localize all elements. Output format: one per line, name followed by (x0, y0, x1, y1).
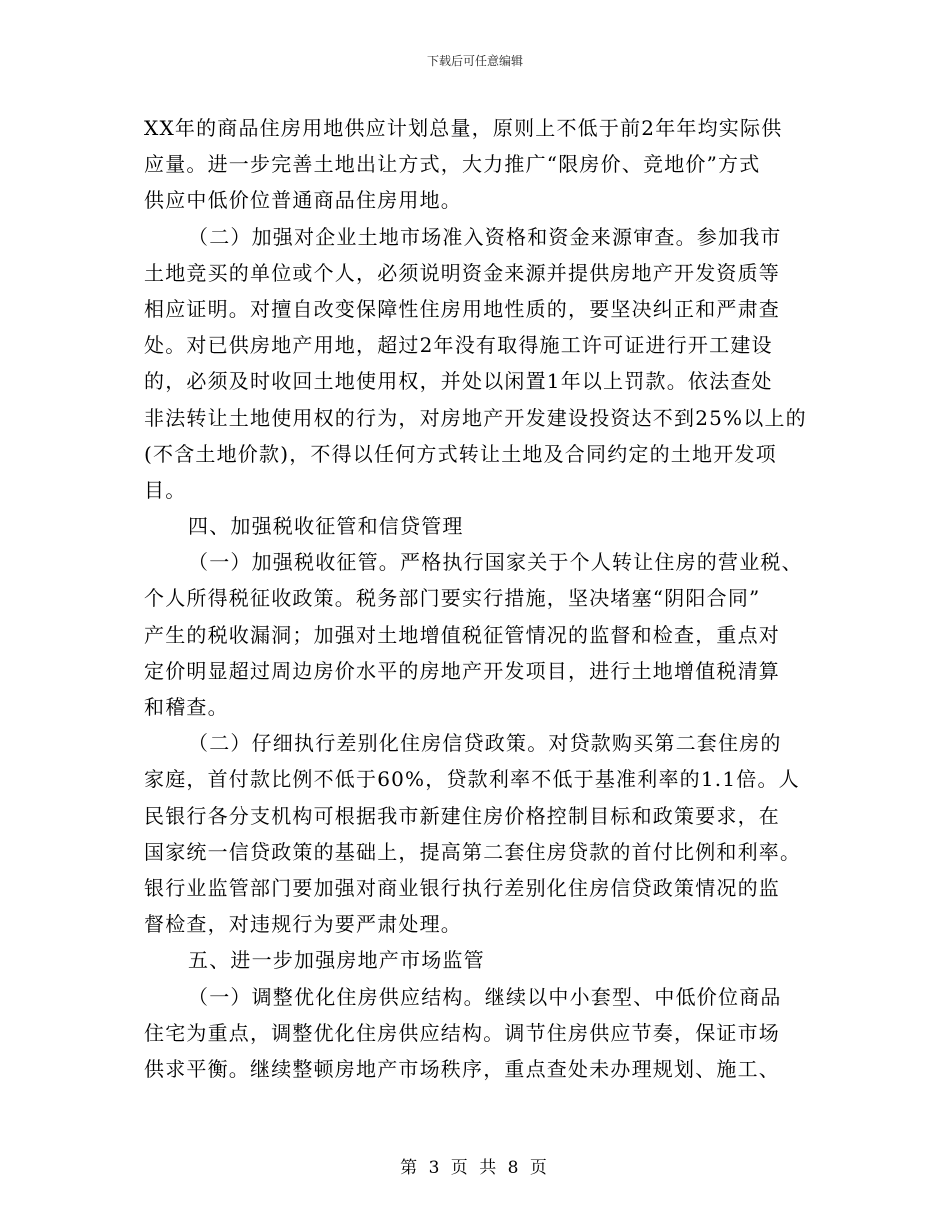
text-line: 的，必须及时收回土地使用权，并处以闲置1年以上罚款。依法查处 (144, 369, 773, 394)
page-header: 下载后可任意编辑 (426, 54, 523, 68)
text-line: （一）加强税收征管。严格执行国家关于个人转让住房的营业税、 (188, 550, 803, 575)
text-line: （一）调整优化住房供应结构。继续以中小套型、中低价位商品 (188, 984, 782, 1009)
text-line: 四、加强税收征管和信贷管理 (188, 514, 464, 539)
text-line: （二）加强对企业土地市场准入资格和资金来源审查。参加我市 (188, 224, 782, 249)
text-line: 民银行各分支机构可根据我市新建住房价格控制目标和政策要求，在 (144, 803, 780, 828)
text-line: 定价明显超过周边房价水平的房地产开发项目，进行土地增值税清算 (144, 658, 780, 683)
document-body (144, 110, 806, 1087)
text-line: 五、进一步加强房地产市场监管 (188, 948, 485, 973)
text-line: 个人所得税征收政策。税务部门要实行措施，坚决堵塞“阴阳合同” (144, 586, 761, 611)
text-line: 供应中低价位普通商品住房用地。 (144, 188, 462, 213)
text-line: 产生的税收漏洞；加强对土地增值税征管情况的监督和检查，重点对 (144, 622, 780, 647)
text-line: 处。对已供房地产用地，超过2年没有取得施工许可证进行开工建设 (144, 333, 773, 358)
text-line: 银行业监管部门要加强对商业银行执行差别化住房信贷政策情况的监 (144, 875, 780, 900)
text-line: 家庭，首付款比例不低于60%，贷款利率不低于基准利率的1.1倍。人 (144, 767, 800, 792)
text-line: 非法转让土地使用权的行为，对房地产开发建设投资达不到25%以上的 (144, 405, 807, 430)
page-footer: 第 3 页 共 8 页 (400, 1158, 550, 1178)
text-line: (不含土地价款)，不得以任何方式转让土地及合同约定的土地开发项 (144, 441, 777, 466)
text-line: 督检查，对违规行为要严肃处理。 (144, 912, 462, 937)
text-line: （二）仔细执行差别化住房信贷政策。对贷款购买第二套住房的 (188, 731, 782, 756)
text-line: 国家统一信贷政策的基础上，提高第二套住房贷款的首付比例和利率。 (144, 839, 802, 864)
text-line: 应量。进一步完善土地出让方式，大力推广“限房价、竞地价”方式 (144, 152, 761, 177)
text-line: 相应证明。对擅自改变保障性住房用地性质的，要坚决纠正和严肃查 (144, 296, 780, 321)
text-line: 住宅为重点，调整优化住房供应结构。调节住房供应节奏，保证市场 (144, 1020, 780, 1045)
text-line: XX年的商品住房用地供应计划总量，原则上不低于前2年年均实际供 (144, 116, 783, 140)
text-line: 供求平衡。继续整顿房地产市场秩序，重点查处未办理规划、施工、 (144, 1056, 780, 1081)
text-line: 目。 (144, 477, 187, 502)
text-line: 和稽查。 (144, 695, 229, 719)
text-line: 土地竞买的单位或个人，必须说明资金来源并提供房地产开发资质等 (144, 260, 780, 285)
